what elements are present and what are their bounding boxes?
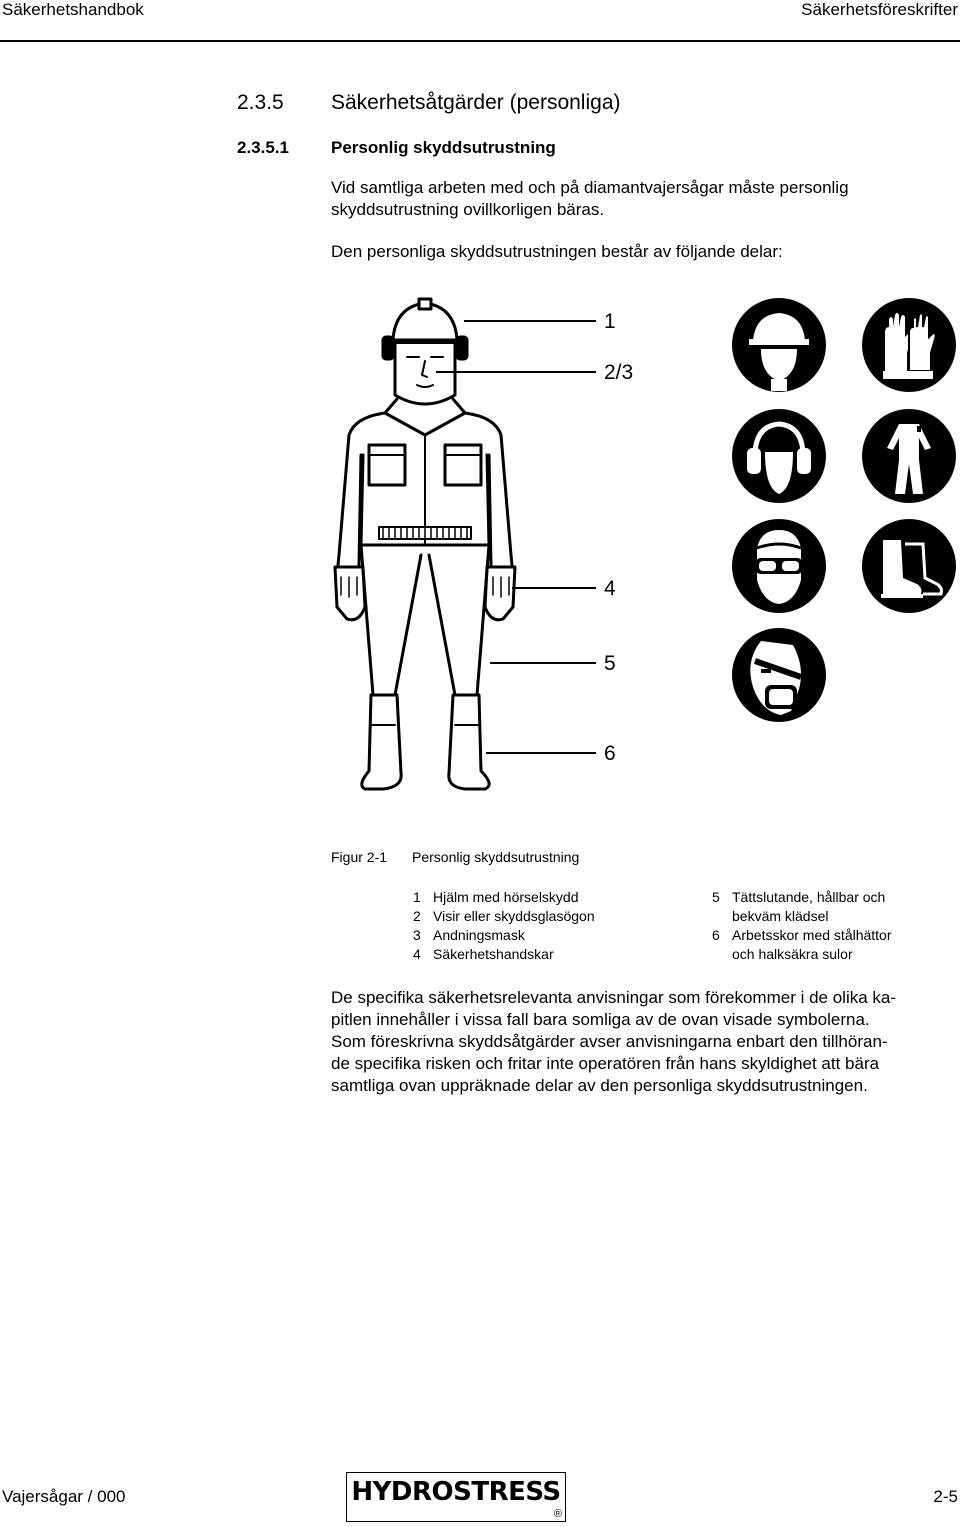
legend-number: 4 (413, 946, 421, 962)
paragraph-line: de specifika risken och fritar inte operatören från hans skyldighet att bära (331, 1054, 880, 1073)
subsection-title: Personlig skyddsutrustning (331, 138, 556, 157)
legend-number: 2 (413, 908, 421, 924)
section-number: 2.3.5 (237, 91, 284, 114)
legend-item (712, 907, 892, 926)
worker-figure-illustration (325, 295, 545, 820)
body-paragraph (331, 987, 960, 1097)
header-divider (0, 40, 960, 42)
logo-text: HYDROSTRESS (351, 1477, 561, 1507)
legend-text: Arbetsskor med stålhättor (732, 927, 892, 943)
paragraph-line: samtliga ovan uppräknade delar av den personliga skyddsutrustningen. (331, 1076, 868, 1095)
legend-number: 6 (712, 927, 720, 943)
leader-line (490, 662, 596, 664)
intro-line: skyddsutrustning ovillkorligen bäras. (331, 199, 605, 219)
legend-item (712, 945, 892, 964)
paragraph-line: pitlen innehåller i vissa fall bara somliga av de ovan visade symbolerna. (331, 1010, 870, 1029)
figure-caption-title: Personlig skyddsutrustning (412, 849, 580, 865)
legend-item (413, 907, 595, 926)
page-number: 2-5 (933, 1487, 958, 1506)
intro-lead: Den personliga skyddsutrustningen består av följande delar: (331, 242, 783, 261)
legend-text: Andningsmask (433, 927, 525, 943)
legend-item (413, 945, 595, 964)
footer-left: Vajersågar / 000 (2, 1487, 126, 1506)
legend-item (413, 926, 595, 945)
legend-text: Tättslutande, hållbar och (732, 889, 886, 905)
legend-text: bekväm klädsel (732, 908, 829, 924)
respirator-sign-icon (731, 627, 827, 723)
hydrostress-logo (346, 1472, 566, 1522)
figure-label-6: 6 (604, 742, 616, 765)
legend-item (712, 888, 892, 907)
gloves-sign-icon (861, 297, 957, 393)
section-title: Säkerhetsåtgärder (personliga) (331, 91, 621, 114)
legend-item (413, 888, 595, 907)
legend-right (712, 888, 892, 964)
legend-text: Hjälm med hörselskydd (433, 889, 579, 905)
paragraph-line: Som föreskrivna skyddsåtgärder avser anvisningarna enbart den tillhöran- (331, 1032, 888, 1051)
legend-left (413, 888, 595, 964)
leader-line (436, 371, 596, 373)
figure-label-4: 4 (604, 577, 616, 600)
ear-protection-sign-icon (731, 408, 827, 504)
paragraph-line: De specifika säkerhetsrelevanta anvisningar som förekommer i de olika ka- (331, 988, 897, 1007)
header-left: Säkerhetshandbok (2, 0, 144, 19)
legend-text: Säkerhetshandskar (433, 946, 554, 962)
intro-line: Vid samtliga arbeten med och på diamantvajersågar måste personlig (331, 178, 849, 197)
registered-mark: ® (553, 1508, 562, 1520)
figure-caption-number: Figur 2-1 (331, 849, 388, 865)
figure-label-1: 1 (604, 310, 616, 333)
leader-line (464, 320, 596, 322)
boots-sign-icon (861, 518, 957, 614)
legend-number: 5 (712, 889, 720, 905)
legend-text: Visir eller skyddsglasögon (433, 908, 595, 924)
helmet-sign-icon (731, 297, 827, 393)
header-right: Säkerhetsföreskrifter (801, 0, 958, 19)
legend-item (712, 926, 892, 945)
goggles-sign-icon (731, 518, 827, 614)
legend-number: 1 (413, 889, 421, 905)
intro-text (331, 177, 960, 220)
leader-line (512, 587, 596, 589)
figure-label-5: 5 (604, 652, 616, 675)
subsection-number: 2.3.5.1 (237, 138, 289, 157)
legend-number: 3 (413, 927, 421, 943)
figure-label-2-3: 2/3 (604, 361, 634, 384)
overall-sign-icon (861, 408, 957, 504)
leader-line (486, 752, 596, 754)
legend-text: och halksäkra sulor (732, 946, 853, 962)
